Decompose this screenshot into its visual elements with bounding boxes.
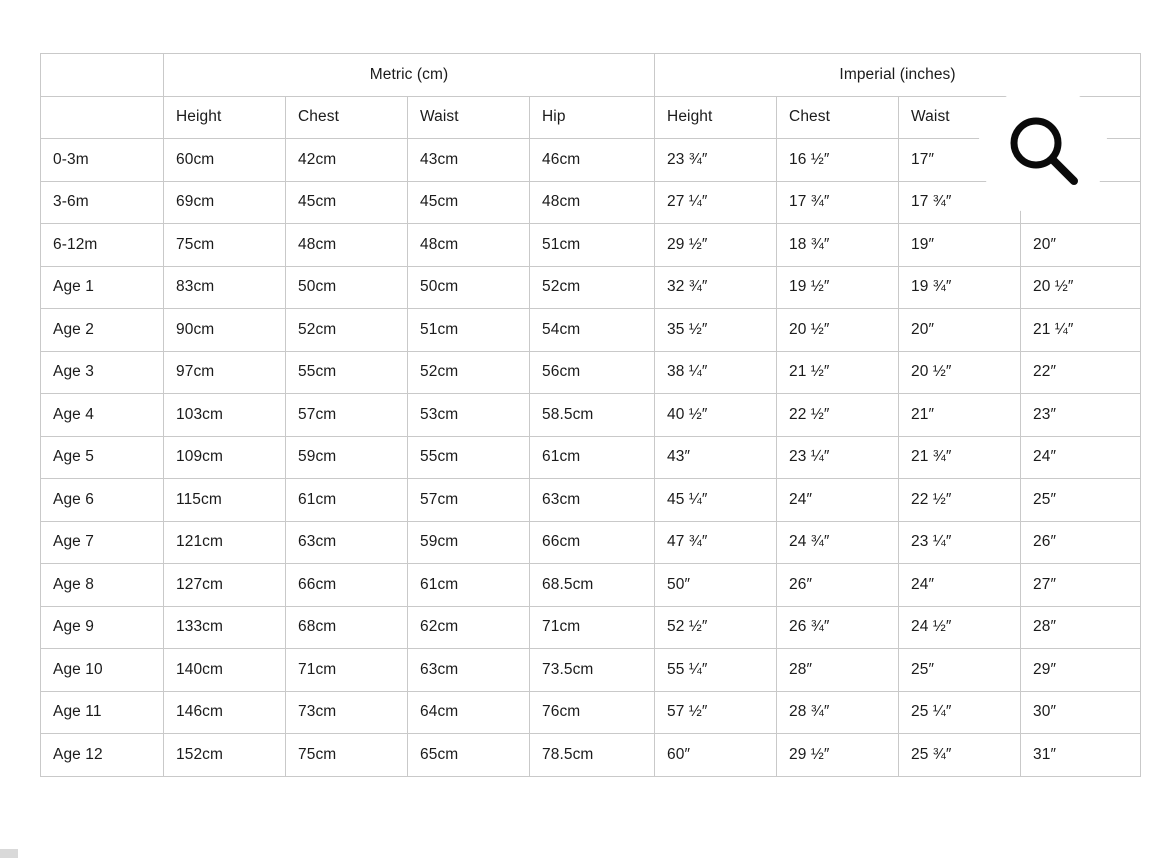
- cell-metric-chest: 59cm: [286, 436, 408, 479]
- cell-imperial-chest: 29 ½″: [777, 734, 899, 777]
- cell-imperial-height: 23 ¾″: [655, 139, 777, 182]
- cell-imperial-waist: 17 ¾″: [899, 181, 1021, 224]
- cell-imperial-height: 38 ¼″: [655, 351, 777, 394]
- cell-imperial-chest: 21 ½″: [777, 351, 899, 394]
- cell-metric-waist: 43cm: [408, 139, 530, 182]
- column-header-imperial-waist: Waist: [899, 96, 1021, 139]
- cell-imperial-waist: 21 ¾″: [899, 436, 1021, 479]
- cell-metric-hip: 63cm: [530, 479, 655, 522]
- cell-metric-chest: 66cm: [286, 564, 408, 607]
- cell-imperial-chest: 18 ¾″: [777, 224, 899, 267]
- cell-imperial-waist: 22 ½″: [899, 479, 1021, 522]
- column-header-metric-height: Height: [164, 96, 286, 139]
- row-size-label: Age 5: [41, 436, 164, 479]
- cell-metric-height: 69cm: [164, 181, 286, 224]
- table-row: [41, 691, 1141, 734]
- table-row: [41, 394, 1141, 437]
- cell-metric-waist: 55cm: [408, 436, 530, 479]
- table-row: [41, 564, 1141, 607]
- cell-imperial-height: 55 ¼″: [655, 649, 777, 692]
- cell-metric-height: 121cm: [164, 521, 286, 564]
- cell-metric-chest: 48cm: [286, 224, 408, 267]
- row-size-label: Age 2: [41, 309, 164, 352]
- cell-imperial-chest: 20 ½″: [777, 309, 899, 352]
- row-size-label: 6-12m: [41, 224, 164, 267]
- page-bottom-marker: [0, 849, 18, 858]
- cell-metric-height: 97cm: [164, 351, 286, 394]
- column-header-size: [41, 96, 164, 139]
- cell-imperial-chest: 24 ¾″: [777, 521, 899, 564]
- cell-metric-chest: 42cm: [286, 139, 408, 182]
- table-body: [41, 139, 1141, 777]
- cell-imperial-chest: 28 ¾″: [777, 691, 899, 734]
- column-header-metric-waist: Waist: [408, 96, 530, 139]
- column-header-metric-hip: Hip: [530, 96, 655, 139]
- cell-metric-waist: 50cm: [408, 266, 530, 309]
- cell-metric-waist: 45cm: [408, 181, 530, 224]
- cell-imperial-hip: 26″: [1021, 521, 1141, 564]
- cell-imperial-chest: 26″: [777, 564, 899, 607]
- cell-metric-hip: 54cm: [530, 309, 655, 352]
- row-size-label: Age 11: [41, 691, 164, 734]
- cell-imperial-waist: 24″: [899, 564, 1021, 607]
- cell-metric-chest: 57cm: [286, 394, 408, 437]
- cell-metric-height: 115cm: [164, 479, 286, 522]
- cell-metric-waist: 57cm: [408, 479, 530, 522]
- cell-metric-height: 109cm: [164, 436, 286, 479]
- cell-imperial-height: 47 ¾″: [655, 521, 777, 564]
- cell-imperial-hip: 30″: [1021, 691, 1141, 734]
- cell-metric-waist: 64cm: [408, 691, 530, 734]
- cell-imperial-waist: 25 ¾″: [899, 734, 1021, 777]
- row-size-label: Age 12: [41, 734, 164, 777]
- cell-metric-height: 140cm: [164, 649, 286, 692]
- group-header-metric: Metric (cm): [164, 54, 655, 97]
- cell-imperial-height: 45 ¼″: [655, 479, 777, 522]
- cell-imperial-chest: 26 ¾″: [777, 606, 899, 649]
- cell-metric-height: 127cm: [164, 564, 286, 607]
- column-header-imperial-chest: Chest: [777, 96, 899, 139]
- cell-metric-height: 103cm: [164, 394, 286, 437]
- cell-imperial-waist: 25″: [899, 649, 1021, 692]
- column-header-imperial-height: Height: [655, 96, 777, 139]
- cell-imperial-chest: 17 ¾″: [777, 181, 899, 224]
- cell-imperial-hip: 20 ½″: [1021, 266, 1141, 309]
- cell-imperial-height: 29 ½″: [655, 224, 777, 267]
- cell-imperial-hip: 22″: [1021, 351, 1141, 394]
- row-size-label: Age 8: [41, 564, 164, 607]
- cell-imperial-height: 27 ¼″: [655, 181, 777, 224]
- table-row: [41, 224, 1141, 267]
- cell-imperial-hip: 25″: [1021, 479, 1141, 522]
- cell-metric-hip: 68.5cm: [530, 564, 655, 607]
- cell-imperial-hip: 21 ¼″: [1021, 309, 1141, 352]
- cell-imperial-hip: 31″: [1021, 734, 1141, 777]
- row-size-label: Age 1: [41, 266, 164, 309]
- cell-imperial-hip: 29″: [1021, 649, 1141, 692]
- corner-blank-cell: [41, 54, 164, 97]
- table-row: [41, 649, 1141, 692]
- cell-imperial-chest: 16 ½″: [777, 139, 899, 182]
- cell-metric-hip: 48cm: [530, 181, 655, 224]
- cell-metric-chest: 52cm: [286, 309, 408, 352]
- table-row: [41, 734, 1141, 777]
- cell-imperial-chest: 28″: [777, 649, 899, 692]
- cell-metric-hip: 61cm: [530, 436, 655, 479]
- cell-metric-height: 75cm: [164, 224, 286, 267]
- cell-metric-height: 152cm: [164, 734, 286, 777]
- cell-metric-hip: 73.5cm: [530, 649, 655, 692]
- cell-imperial-height: 57 ½″: [655, 691, 777, 734]
- cell-metric-chest: 75cm: [286, 734, 408, 777]
- search-icon[interactable]: [978, 85, 1108, 215]
- cell-metric-hip: 58.5cm: [530, 394, 655, 437]
- group-header-row: [41, 54, 1141, 97]
- cell-metric-chest: 71cm: [286, 649, 408, 692]
- cell-metric-height: 146cm: [164, 691, 286, 734]
- table-row: [41, 181, 1141, 224]
- cell-metric-hip: 76cm: [530, 691, 655, 734]
- cell-imperial-height: 40 ½″: [655, 394, 777, 437]
- cell-imperial-waist: 17″: [899, 139, 1021, 182]
- cell-metric-chest: 50cm: [286, 266, 408, 309]
- cell-imperial-waist: 21″: [899, 394, 1021, 437]
- cell-metric-height: 60cm: [164, 139, 286, 182]
- row-size-label: Age 4: [41, 394, 164, 437]
- cell-imperial-waist: 20 ½″: [899, 351, 1021, 394]
- cell-metric-chest: 61cm: [286, 479, 408, 522]
- size-chart-table: [40, 53, 1141, 777]
- cell-imperial-waist: 23 ¼″: [899, 521, 1021, 564]
- row-size-label: 0-3m: [41, 139, 164, 182]
- cell-metric-hip: 56cm: [530, 351, 655, 394]
- row-size-label: Age 7: [41, 521, 164, 564]
- cell-imperial-waist: 24 ½″: [899, 606, 1021, 649]
- cell-metric-chest: 55cm: [286, 351, 408, 394]
- cell-metric-waist: 53cm: [408, 394, 530, 437]
- table-row: [41, 309, 1141, 352]
- page-bottom-strip: [0, 845, 1163, 858]
- cell-imperial-waist: 19″: [899, 224, 1021, 267]
- cell-imperial-chest: 24″: [777, 479, 899, 522]
- table-row: [41, 436, 1141, 479]
- cell-imperial-waist: 20″: [899, 309, 1021, 352]
- row-size-label: Age 6: [41, 479, 164, 522]
- cell-imperial-hip: 24″: [1021, 436, 1141, 479]
- column-header-metric-chest: Chest: [286, 96, 408, 139]
- row-size-label: Age 9: [41, 606, 164, 649]
- cell-imperial-waist: 19 ¾″: [899, 266, 1021, 309]
- group-header-imperial: Imperial (inches): [655, 54, 1141, 97]
- cell-metric-chest: 45cm: [286, 181, 408, 224]
- table-header: [41, 54, 1141, 139]
- cell-metric-chest: 68cm: [286, 606, 408, 649]
- cell-metric-hip: 52cm: [530, 266, 655, 309]
- cell-metric-waist: 59cm: [408, 521, 530, 564]
- cell-metric-hip: 46cm: [530, 139, 655, 182]
- cell-metric-chest: 73cm: [286, 691, 408, 734]
- cell-imperial-hip: 28″: [1021, 606, 1141, 649]
- cell-metric-waist: 52cm: [408, 351, 530, 394]
- cell-imperial-height: 50″: [655, 564, 777, 607]
- table-row: [41, 479, 1141, 522]
- size-chart-container: [40, 53, 1140, 777]
- cell-imperial-height: 60″: [655, 734, 777, 777]
- cell-metric-waist: 63cm: [408, 649, 530, 692]
- cell-metric-hip: 51cm: [530, 224, 655, 267]
- row-size-label: Age 10: [41, 649, 164, 692]
- table-row: [41, 266, 1141, 309]
- cell-imperial-height: 52 ½″: [655, 606, 777, 649]
- cell-metric-hip: 66cm: [530, 521, 655, 564]
- row-size-label: Age 3: [41, 351, 164, 394]
- cell-imperial-chest: 19 ½″: [777, 266, 899, 309]
- cell-metric-waist: 62cm: [408, 606, 530, 649]
- cell-metric-height: 90cm: [164, 309, 286, 352]
- cell-metric-chest: 63cm: [286, 521, 408, 564]
- cell-metric-height: 83cm: [164, 266, 286, 309]
- table-row: [41, 139, 1141, 182]
- cell-metric-waist: 61cm: [408, 564, 530, 607]
- cell-imperial-waist: 25 ¼″: [899, 691, 1021, 734]
- cell-imperial-height: 43″: [655, 436, 777, 479]
- cell-metric-hip: 71cm: [530, 606, 655, 649]
- cell-metric-waist: 48cm: [408, 224, 530, 267]
- table-row: [41, 351, 1141, 394]
- cell-imperial-height: 32 ¾″: [655, 266, 777, 309]
- row-size-label: 3-6m: [41, 181, 164, 224]
- cell-imperial-chest: 22 ½″: [777, 394, 899, 437]
- cell-metric-waist: 65cm: [408, 734, 530, 777]
- cell-imperial-height: 35 ½″: [655, 309, 777, 352]
- cell-imperial-hip: 20″: [1021, 224, 1141, 267]
- table-row: [41, 521, 1141, 564]
- cell-imperial-hip: 23″: [1021, 394, 1141, 437]
- cell-metric-hip: 78.5cm: [530, 734, 655, 777]
- column-header-row: [41, 96, 1141, 139]
- cell-imperial-hip: 27″: [1021, 564, 1141, 607]
- table-row: [41, 606, 1141, 649]
- cell-metric-height: 133cm: [164, 606, 286, 649]
- cell-imperial-chest: 23 ¼″: [777, 436, 899, 479]
- cell-metric-waist: 51cm: [408, 309, 530, 352]
